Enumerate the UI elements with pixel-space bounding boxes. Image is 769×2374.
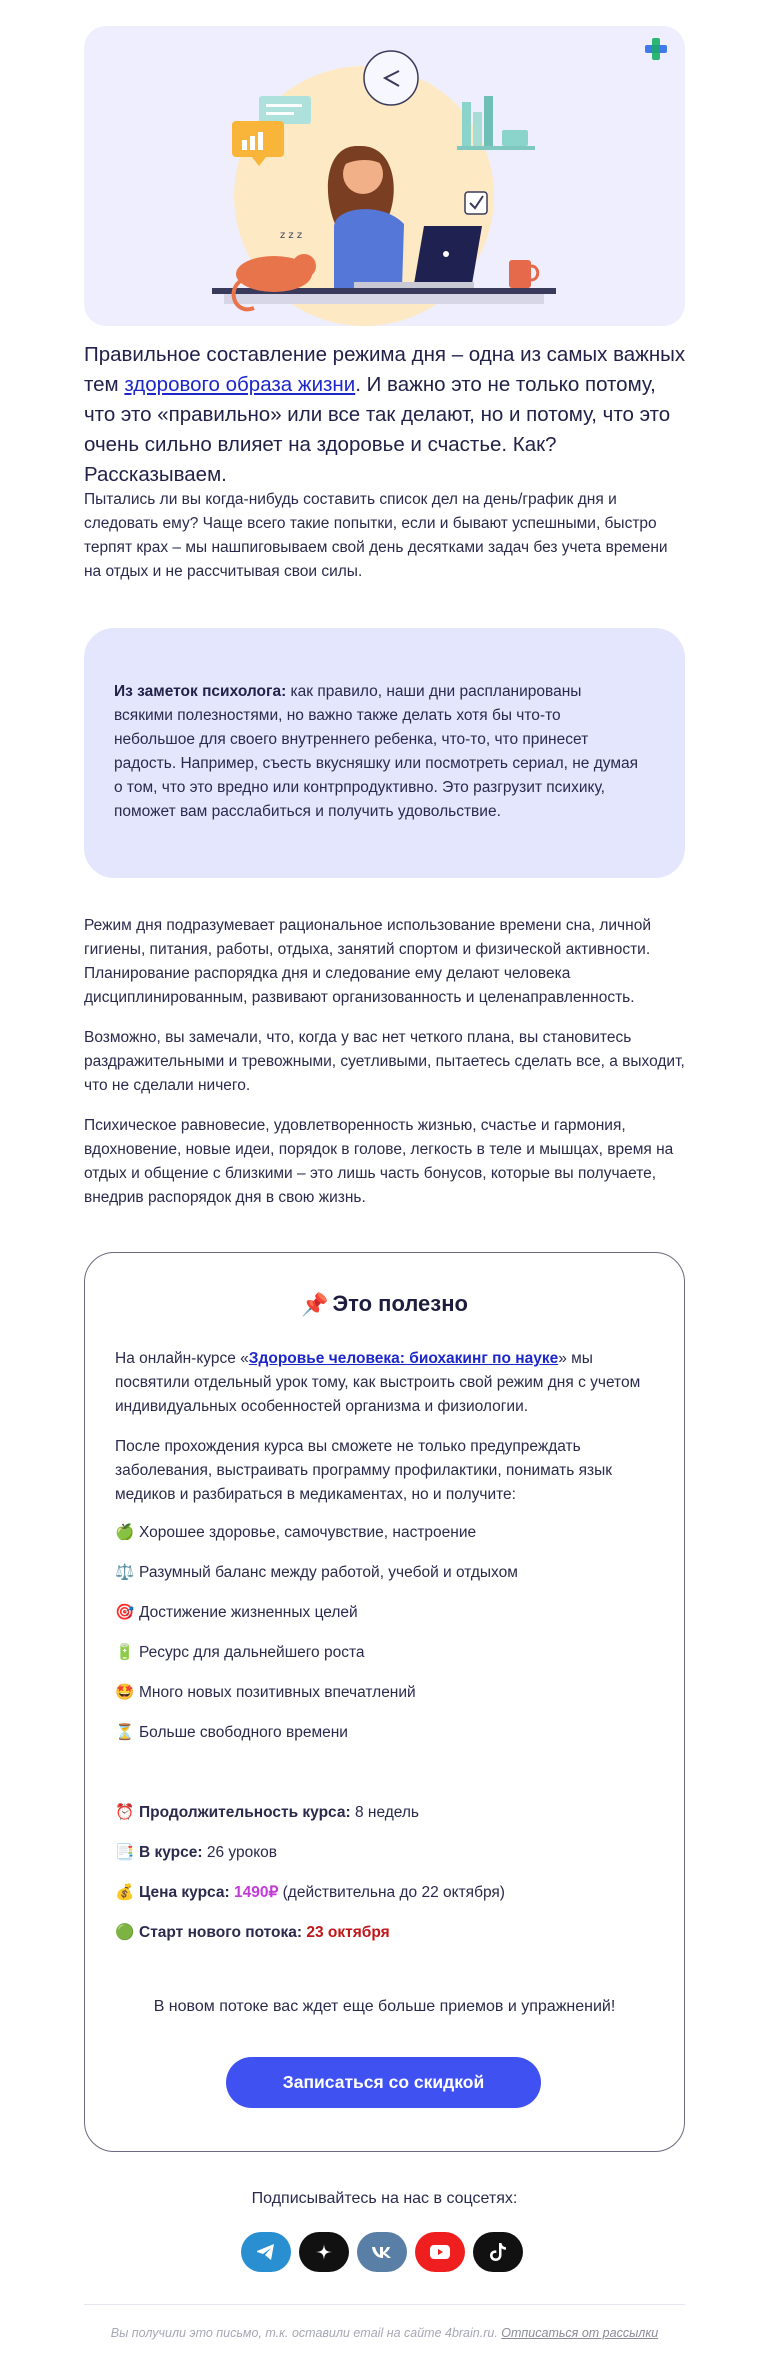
benefit-item bbox=[115, 1641, 655, 1665]
benefit-text: Разумный баланс между работой, учебой и отдыхом bbox=[139, 1564, 518, 1581]
course-link[interactable]: Здоровье человека: биохакинг по науке bbox=[248, 1350, 559, 1367]
benefit-item bbox=[115, 1601, 655, 1625]
social-caption: Подписывайтесь на нас в соцсетях: bbox=[251, 2190, 518, 2207]
body-paragraph-3: Психическое равновесие, удовлетворенность жизнью, счастье и гармония, вдохновение, новые идеи, порядок в голове, легкость в теле и мышцах, время на отдых и общение с близкими – это лишь часть бонусов, которые вы получаете, внедрив распорядок дня в свою жизнь. bbox=[84, 1117, 674, 1206]
telegram-icon[interactable] bbox=[241, 2232, 291, 2272]
enroll-discount-button[interactable]: Записаться со скидкой bbox=[226, 2057, 541, 2108]
intro-paragraph: Пытались ли вы когда-нибудь составить список дел на день/график дня и следовать ему? Чаще всего такие попытки, если и бывают успешными, быстро терпят крах – мы нашпиговываем свой день десятками задач без учета времени на отдых и не рассчитывая свои силы. bbox=[84, 491, 668, 580]
target-icon: 🎯 bbox=[115, 1604, 135, 1621]
healthy-lifestyle-link[interactable]: здорового образа жизни bbox=[124, 373, 356, 396]
youtube-icon[interactable] bbox=[415, 2232, 465, 2272]
benefit-item bbox=[115, 1721, 655, 1745]
card-title-text: Это полезно bbox=[332, 1291, 468, 1316]
unsubscribe-link[interactable]: Отписаться от рассылки bbox=[501, 2326, 659, 2340]
footer-divider bbox=[84, 2304, 685, 2305]
benefit-item bbox=[115, 1521, 655, 1545]
sparkle-icon[interactable] bbox=[299, 2232, 349, 2272]
course-start bbox=[115, 1921, 655, 1945]
note-label: Из заметок психолога: bbox=[114, 683, 287, 700]
hero-illustration bbox=[84, 26, 685, 326]
benefit-item bbox=[115, 1681, 655, 1705]
lead-text-start: Правильное составление режима дня – одна из самых важных тем bbox=[84, 343, 686, 396]
benefit-text: Хорошее здоровье, самочувствие, настроение bbox=[139, 1524, 477, 1541]
note-text bbox=[114, 680, 644, 824]
course-price bbox=[115, 1881, 655, 1905]
svg-text:z z z: z z z bbox=[280, 230, 303, 241]
lead-paragraph bbox=[84, 340, 686, 490]
course-intro-end: » мы посвятили отдельный урок тому, как выстроить свой режим дня с учетом индивидуальных особенностей организма и физиологии. bbox=[115, 1350, 641, 1415]
body-paragraph-1: Режим дня подразумевает рациональное использование времени сна, личной гигиены, питания, работы, отдыха, занятий спортом и физической активности. Планирование распорядка дня и следование ему делают человека дисциплинированным, развивают организованность и целенаправленность. bbox=[84, 917, 651, 1006]
card-title bbox=[85, 1291, 684, 1318]
money-bag-icon: 💰 bbox=[115, 1884, 135, 1901]
tiktok-icon[interactable] bbox=[473, 2232, 523, 2272]
cta-caption: В новом потоке вас ждет еще больше приемов и упражнений! bbox=[153, 1998, 616, 2015]
price-label: Цена курса: bbox=[139, 1884, 230, 1901]
price-value: 1490₽ bbox=[233, 1884, 279, 1901]
star-struck-icon: 🤩 bbox=[115, 1684, 135, 1701]
alarm-clock-icon: ⏰ bbox=[115, 1804, 135, 1821]
vk-icon[interactable] bbox=[357, 2232, 407, 2272]
start-label: Старт нового потока: bbox=[139, 1924, 303, 1941]
course-card bbox=[84, 1252, 685, 2152]
course-duration bbox=[115, 1801, 655, 1825]
scales-icon: ⚖️ bbox=[115, 1564, 135, 1581]
green-apple-icon: 🍏 bbox=[115, 1524, 135, 1541]
benefit-text: Достижение жизненных целей bbox=[139, 1604, 358, 1621]
start-date: 23 октября bbox=[306, 1924, 390, 1941]
lead-text-end: . И важно это не только потому, что это «правильно» или все так делают, но и потому, что это очень сильно влияет на здоровье и счастье. Как? Рассказываем. bbox=[84, 373, 671, 486]
clock-icon bbox=[364, 51, 418, 105]
price-note: (действительна до 22 октября) bbox=[278, 1884, 505, 1901]
duration-label: Продолжительность курса: bbox=[139, 1804, 351, 1821]
green-circle-icon: 🟢 bbox=[115, 1924, 135, 1941]
benefit-text: Больше свободного времени bbox=[139, 1724, 348, 1741]
duration-value: 8 недель bbox=[350, 1804, 419, 1821]
logo-icon bbox=[645, 38, 667, 60]
lessons-label: В курсе: bbox=[139, 1844, 203, 1861]
note-body: как правило, наши дни распланированы всякими полезностями, но важно также делать хотя бы что-то небольшое для своего внутреннего ребенка, что-то, что принесет радость. Например, съесть вкусняшку или посмотреть сериал, не думая о том, что это вредно или контрпродуктивно. Это разгрузит психику, поможет вам расслабиться и получить удовольствие. bbox=[114, 683, 639, 820]
bookmark-tabs-icon: 📑 bbox=[115, 1844, 135, 1861]
course-intro bbox=[115, 1347, 655, 1419]
psychologist-note bbox=[84, 628, 685, 878]
footer-note: Вы получили это письмо, т.к. оставили email на сайте 4brain.ru. bbox=[110, 2326, 502, 2340]
pushpin-icon: 📌 bbox=[301, 1292, 329, 1318]
lessons-value: 26 уроков bbox=[202, 1844, 278, 1861]
course-benefits-intro: После прохождения курса вы сможете не только предупреждать заболевания, выстраивать программу профилактики, понимать язык медиков и разбираться в медикаментах, но и получите: bbox=[115, 1438, 613, 1503]
benefit-item bbox=[115, 1561, 655, 1585]
benefit-text: Ресурс для дальнейшего роста bbox=[139, 1644, 365, 1661]
benefit-text: Много новых позитивных впечатлений bbox=[139, 1684, 416, 1701]
body-paragraph-2: Возможно, вы замечали, что, когда у вас нет четкого плана, вы становитесь раздражительными и тревожными, суетливыми, пытаетесь сделать все, а выходит, что не сделали ничего. bbox=[84, 1029, 685, 1094]
footer-text bbox=[0, 2326, 769, 2340]
course-intro-start: На онлайн-курсе « bbox=[115, 1350, 249, 1367]
course-lessons bbox=[115, 1841, 655, 1865]
hourglass-icon: ⏳ bbox=[115, 1724, 135, 1741]
social-links bbox=[0, 2232, 769, 2272]
battery-icon: 🔋 bbox=[115, 1644, 135, 1661]
